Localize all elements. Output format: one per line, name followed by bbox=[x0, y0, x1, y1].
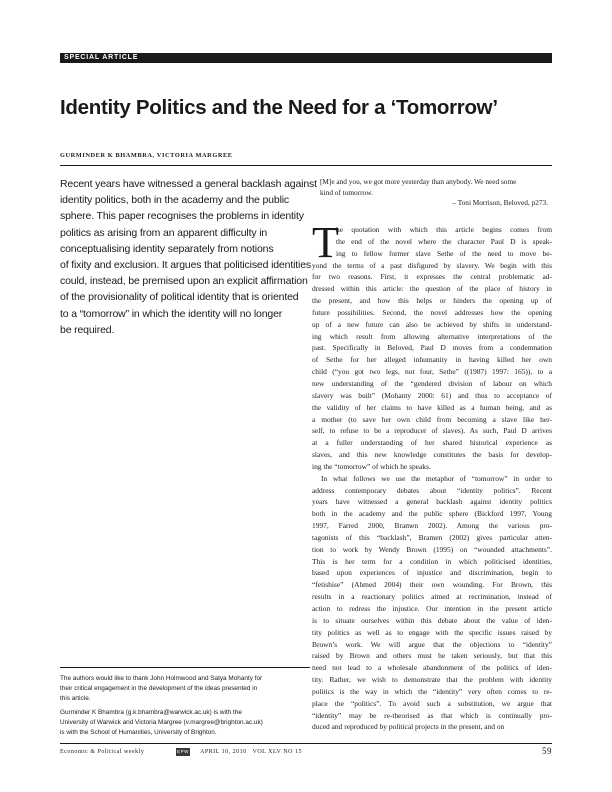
note-line: their critical engagement in the development of the ideas presented in bbox=[60, 685, 258, 692]
body-line: ing which result from allowing alternative interpretations of the bbox=[312, 331, 552, 341]
note-line: University of Warwick and Victoria Margree (v.margree@brighton.ac.uk) bbox=[60, 719, 263, 726]
body-line: future possibilities. Second, the novel addresses how the opening bbox=[312, 307, 552, 317]
body-line: tion to work by Wendy Brown (1995) on “wounded attachments”. bbox=[312, 544, 552, 554]
body-line: need not lead to a wholesale abandonment of the politics of iden- bbox=[312, 663, 552, 673]
body-line: tagonists of this “backlash”, Bramen (2002) gives particular atten- bbox=[312, 532, 552, 542]
body-line: the validity of her claims to have killed as a human being, and as bbox=[312, 402, 552, 412]
body-line: the present, and how this helps or hinders the opening up of bbox=[312, 296, 552, 306]
body-line: for two reasons. First, it expresses the central problematic ad- bbox=[312, 272, 552, 282]
body-line: “fetishise” (Ahmed 2004) their own wounding. For Brown, this bbox=[312, 580, 552, 590]
body-line: up of a new future can also be achieved by shifts in understand- bbox=[312, 319, 552, 329]
body-line: address contemporary debates about “identity politics”. Recent bbox=[312, 485, 552, 495]
author-affiliation-note bbox=[60, 708, 310, 738]
body-line: new understanding of the “gendered division of labour on which bbox=[312, 378, 552, 388]
abstract bbox=[60, 176, 317, 338]
body-line: action to redress the injustice. Our intention in the present article bbox=[312, 604, 552, 613]
body-line: tity politics as well as to engage with the specific issues raised by bbox=[312, 627, 552, 637]
body-line: the end of the novel where the character Paul D is speak- bbox=[336, 236, 552, 246]
acknowledgement-note bbox=[60, 674, 310, 704]
body-line: results in a reactionary politics aimed at recrimination, instead of bbox=[312, 592, 552, 602]
note-line: this article. bbox=[60, 695, 91, 702]
body-line: child (“you got two legs, not four, Sethe” ((1987) 1997: 165)), to a bbox=[312, 367, 552, 377]
note-line: is with the School of Humanities, University of Brighton. bbox=[60, 729, 217, 736]
body-line: slavery was built” (Mohanty 2000: 61) and thus to acceptance of bbox=[312, 390, 552, 400]
page-footer bbox=[60, 746, 552, 758]
body-line: of Sethe for her alleged inhumanity in having killed her own bbox=[312, 355, 552, 365]
body-line: duced and reproduced by political projects in the present, and on bbox=[312, 722, 505, 732]
epigraph-attribution: – Toni Morrison, Beloved, p273. bbox=[452, 198, 548, 207]
body-text bbox=[312, 218, 552, 733]
note-line: Gurminder K Bhambra (g.k.bhambra@warwick.ac.uk) is with the bbox=[60, 709, 242, 716]
byline-rule bbox=[60, 165, 552, 166]
abstract-line: be required. bbox=[60, 323, 115, 336]
body-line: tity. Rather, we wish to demonstrate that the problem with identity bbox=[312, 675, 552, 685]
body-line: 1997, Farred 2000, Bramen 2002). Among the various pro- bbox=[312, 521, 552, 531]
body-line: raised by Brown and others must be taken seriously, but that this bbox=[312, 651, 552, 661]
body-line: both in the academy and the public sphere (Bickford 1997, Young bbox=[312, 509, 552, 519]
author-byline: GURMINDER K BHAMBRA, VICTORIA MARGREE bbox=[60, 152, 233, 159]
page-number: 59 bbox=[542, 746, 552, 756]
section-label: SPECIAL ARTICLE bbox=[64, 54, 139, 61]
journal-badge: EPW bbox=[177, 749, 189, 754]
body-line: at a fuller understanding of her shared historical experience as bbox=[312, 438, 552, 448]
body-line: This is her term for a condition in which politicised identities, bbox=[312, 556, 552, 566]
abstract-line: to a “tomorrow” in which the identity will no longer bbox=[60, 307, 283, 320]
abstract-line: sphere. This paper recognises the problems in identity bbox=[60, 210, 304, 223]
abstract-line: of fixity and exclusion. It argues that politicised identities bbox=[60, 259, 312, 272]
body-line: years have witnessed a general backlash against identity politics bbox=[312, 497, 552, 507]
body-line: he quotation with which this article begins comes from bbox=[336, 225, 552, 234]
drop-cap: T bbox=[312, 218, 339, 267]
footer-issue: APRIL 10, 2010 VOL XLV NO 15 bbox=[200, 749, 302, 755]
footer-journal: Economic & Political weekly bbox=[60, 749, 145, 755]
body-line: “identity” may be re-theorised as that which is continually pro- bbox=[312, 710, 552, 720]
epigraph bbox=[320, 177, 548, 198]
abstract-line: Recent years have witnessed a general backlash against bbox=[60, 178, 317, 190]
body-line: In what follows we use the metaphor of “tomorrow” in order to bbox=[321, 473, 552, 483]
body-line: Brown’s work. We will argue that the objections to “identity” bbox=[312, 639, 552, 649]
body-line: self, to refuse to be a reproducer of slaves). As such, Paul D arrives bbox=[312, 426, 552, 436]
body-line: place the “politics”. To avoid such a substitution, we argue that bbox=[312, 698, 552, 708]
abstract-line: could, instead, be premised upon an explicit affirmation bbox=[60, 275, 308, 288]
article-title: Identity Politics and the Need for a ‘Tomorrow’ bbox=[60, 96, 498, 119]
body-line: dressed within this article: the question of the place of history in bbox=[312, 284, 552, 294]
body-line: politics is the way in which the “identity” very often comes to re- bbox=[312, 686, 552, 696]
body-line: is to situate ourselves within this debate about the value of iden- bbox=[312, 615, 552, 625]
body-line: a mother (to save her own child from becoming a slave like her- bbox=[312, 414, 552, 424]
body-line: ing to fellow former slave Sethe of the need to move be- bbox=[336, 248, 552, 258]
epigraph-line: kind of tomorrow. bbox=[320, 187, 373, 197]
body-line: slaves, and this new knowledge constitutes the basis for develop- bbox=[312, 450, 552, 460]
epigraph-line: [M]e and you, we got more yesterday than anybody. We need some bbox=[320, 177, 517, 186]
footer-rule bbox=[60, 743, 552, 744]
abstract-line: of the provisionality of political identity that is oriented bbox=[60, 291, 299, 304]
body-line: past. Specifically in Beloved, Paul D moves from a condemnation bbox=[312, 343, 552, 353]
abstract-line: politics as arising from an apparent difficulty in bbox=[60, 226, 268, 239]
note-line: The authors would like to thank John Holmwood and Satya Mohanty for bbox=[60, 675, 263, 682]
abstract-line: conceptualising identity separately from notions bbox=[60, 242, 274, 255]
body-line: ing the “tomorrow” of which he speaks. bbox=[312, 461, 431, 471]
body-line: yond the terms of a past disfigured by slavery. We begin with this bbox=[312, 260, 552, 270]
abstract-line: identity politics, both in the academy and the public bbox=[60, 194, 290, 207]
body-line: based upon experiences of injustice and discrimination, begin to bbox=[312, 568, 552, 578]
footnote-rule bbox=[60, 667, 310, 668]
